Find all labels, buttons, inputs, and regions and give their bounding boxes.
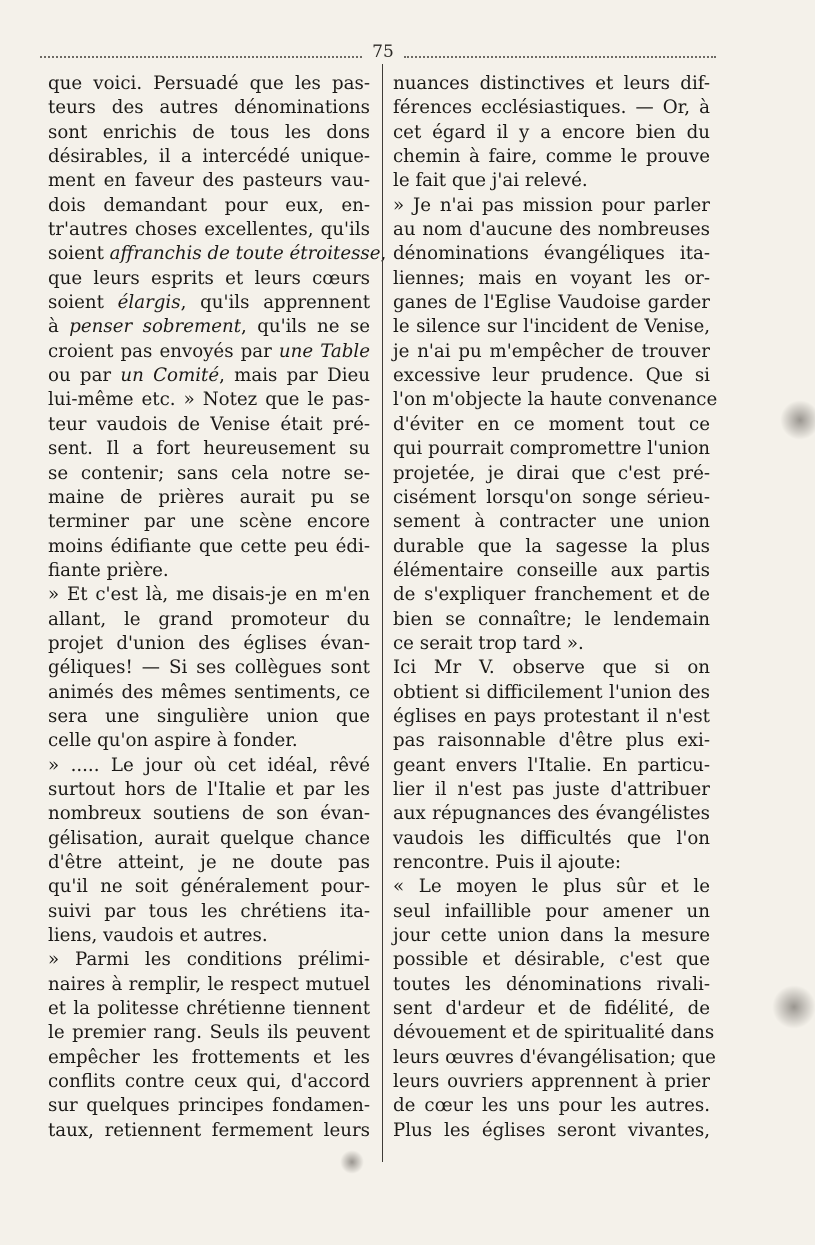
text-line: fiante prière.	[48, 559, 169, 581]
text-line: qu'il ne soit généralement pour-	[48, 876, 370, 898]
text-line: teur vaudois de Venise était pré-	[48, 413, 370, 435]
text-line: bien se connaître; le lendemain	[393, 608, 710, 630]
text-line: leurs ouvriers apprennent à prier	[393, 1071, 710, 1093]
text-line: vaudois les difficultés que l'on	[393, 827, 710, 849]
text-line: « Le moyen le plus sûr et le	[393, 876, 710, 898]
header-rule-right	[404, 56, 716, 58]
left-column	[48, 72, 387, 1143]
text-line: sont enrichis de tous les dons	[48, 121, 370, 143]
text-line: naires à remplir, le respect mutuel	[48, 973, 370, 995]
text-line: » Parmi les conditions prélimi-	[48, 949, 370, 971]
text-line: rencontre. Puis il ajoute:	[393, 852, 621, 873]
text-line: dévouement et de spiritualité dans	[393, 1022, 715, 1044]
text-line: liennes; mais en voyant les or-	[393, 267, 710, 289]
text-line: aux répugnances des évangélistes	[393, 803, 710, 825]
text-line: lui-même etc. » Notez que le pas-	[48, 389, 370, 411]
text-line: teurs des autres dénominations	[48, 97, 370, 119]
text-line: gélisation, aurait quelque chance	[48, 827, 370, 849]
text-line: de s'expliquer franchement et de	[393, 584, 710, 606]
text-line: soient élargis, qu'ils apprennent	[48, 292, 371, 314]
page-number: 75	[372, 42, 394, 62]
text-line: moins édifiante que cette peu édi-	[48, 535, 370, 557]
text-line: projet d'union des églises évan-	[48, 632, 370, 654]
text-line: ment en faveur des pasteurs vau-	[48, 170, 370, 192]
text-line: celle qu'on aspire à fonder.	[48, 730, 298, 752]
text-line: sera une singulière union que	[48, 705, 370, 727]
text-line: le silence sur l'incident de Venise,	[393, 316, 710, 338]
text-line: l'on m'objecte la haute convenance	[393, 389, 718, 411]
text-line: taux, retiennent fermement leurs	[48, 1119, 370, 1141]
text-line: nuances distinctives et leurs dif-	[393, 73, 710, 94]
text-line: d'être atteint, je ne doute pas	[48, 852, 370, 873]
text-line: projetée, je dirai que c'est pré-	[393, 462, 710, 484]
text-line: possible et désirable, c'est que	[393, 949, 710, 971]
text-line: leurs œuvres d'évangélisation; que	[393, 1046, 716, 1068]
text-line: » Et c'est là, me disais-je en m'en	[48, 584, 370, 606]
text-line: soient affranchis de toute étroitesse,	[48, 243, 387, 265]
text-line: se contenir; sans cela notre se-	[48, 462, 370, 484]
text-line: ou par un Comité, mais par Dieu	[48, 365, 370, 387]
right-column	[393, 72, 718, 1143]
paper-stain	[772, 985, 815, 1029]
text-line: conflits contre ceux qui, d'accord	[48, 1071, 370, 1093]
text-line: dois demandant pour eux, en-	[48, 194, 370, 216]
text-line: sent. Il a fort heureusement su	[48, 438, 370, 460]
text-line: Ici Mr V. observe que si on	[393, 657, 710, 679]
text-line: maine de prières aurait pu se	[48, 486, 370, 508]
text-line: Plus les églises seront vivantes,	[393, 1119, 710, 1141]
text-line: qui pourrait compromettre l'union	[393, 438, 710, 460]
text-line: durable que la sagesse la plus	[393, 535, 710, 557]
text-line: pas raisonnable d'être plus exi-	[393, 730, 710, 752]
text-line: surtout hors de l'Italie et par les	[48, 778, 370, 800]
text-line: obtient si difficilement l'union des	[393, 681, 710, 703]
text-line: de cœur les uns pour les autres.	[393, 1095, 710, 1117]
text-line: terminer par une scène encore	[48, 511, 370, 533]
text-line: d'éviter en ce moment tout ce	[393, 413, 710, 435]
text-line: férences ecclésiastiques. — Or, à	[393, 97, 710, 119]
text-line: sement à contracter une union	[393, 511, 710, 533]
text-line: à penser sobrement, qu'ils ne se	[48, 316, 371, 338]
paper-stain	[780, 400, 815, 440]
text-line: seul infaillible pour amener un	[393, 900, 710, 922]
text-line: liens, vaudois et autres.	[48, 925, 268, 947]
text-line: croient pas envoyés par une Table	[48, 340, 370, 362]
header-rule-left	[40, 56, 362, 58]
text-line: suivi par tous les chrétiens ita-	[48, 900, 370, 922]
text-line: cet égard il y a encore bien du	[393, 121, 710, 143]
text-line: cisément lorsqu'on songe sérieu-	[393, 486, 710, 508]
text-line: tr'autres choses excellentes, qu'ils	[48, 219, 370, 241]
text-line: sent d'ardeur et de fidélité, de	[393, 998, 710, 1020]
text-line: ganes de l'Eglise Vaudoise garder	[393, 292, 710, 314]
text-line: le fait que j'ai relevé.	[393, 170, 588, 192]
text-line: dénominations évangéliques ita-	[393, 243, 710, 265]
text-line: animés des mêmes sentiments, ce	[48, 681, 370, 703]
column-divider	[382, 64, 383, 1162]
text-line: » ..... Le jour où cet idéal, rêvé	[48, 754, 370, 776]
text-line: je n'ai pu m'empêcher de trouver	[393, 340, 710, 362]
text-line: chemin à faire, comme le prouve	[393, 146, 710, 168]
text-line: nombreux soutiens de son évan-	[48, 803, 370, 825]
text-line: désirables, il a intercédé unique-	[48, 146, 370, 168]
text-line: que voici. Persuadé que les pas-	[48, 73, 370, 94]
text-line: toutes les dénominations rivali-	[393, 973, 710, 995]
text-line: le premier rang. Seuls ils peuvent	[48, 1022, 370, 1044]
text-line: jour cette union dans la mesure	[393, 925, 710, 947]
text-line: sur quelques principes fondamen-	[48, 1095, 370, 1117]
text-line: allant, le grand promoteur du	[48, 608, 370, 630]
text-line: églises en pays protestant il n'est	[393, 705, 710, 727]
text-line: que leurs esprits et leurs cœurs	[48, 267, 370, 289]
text-line: élémentaire conseille aux partis	[393, 559, 710, 581]
text-line: geant envers l'Italie. En particu-	[393, 754, 710, 776]
text-line: et la politesse chrétienne tiennent	[48, 998, 370, 1020]
text-line: empêcher les frottements et les	[48, 1046, 370, 1068]
text-line: » Je n'ai pas mission pour parler	[393, 194, 710, 216]
text-line: lier il n'est pas juste d'attribuer	[393, 778, 710, 800]
paper-stain	[340, 1150, 364, 1174]
text-line: excessive leur prudence. Que si	[393, 365, 710, 387]
text-line: géliques! — Si ses collègues sont	[48, 657, 370, 679]
text-line: ce serait trop tard ».	[393, 632, 584, 654]
text-line: au nom d'aucune des nombreuses	[393, 219, 710, 241]
